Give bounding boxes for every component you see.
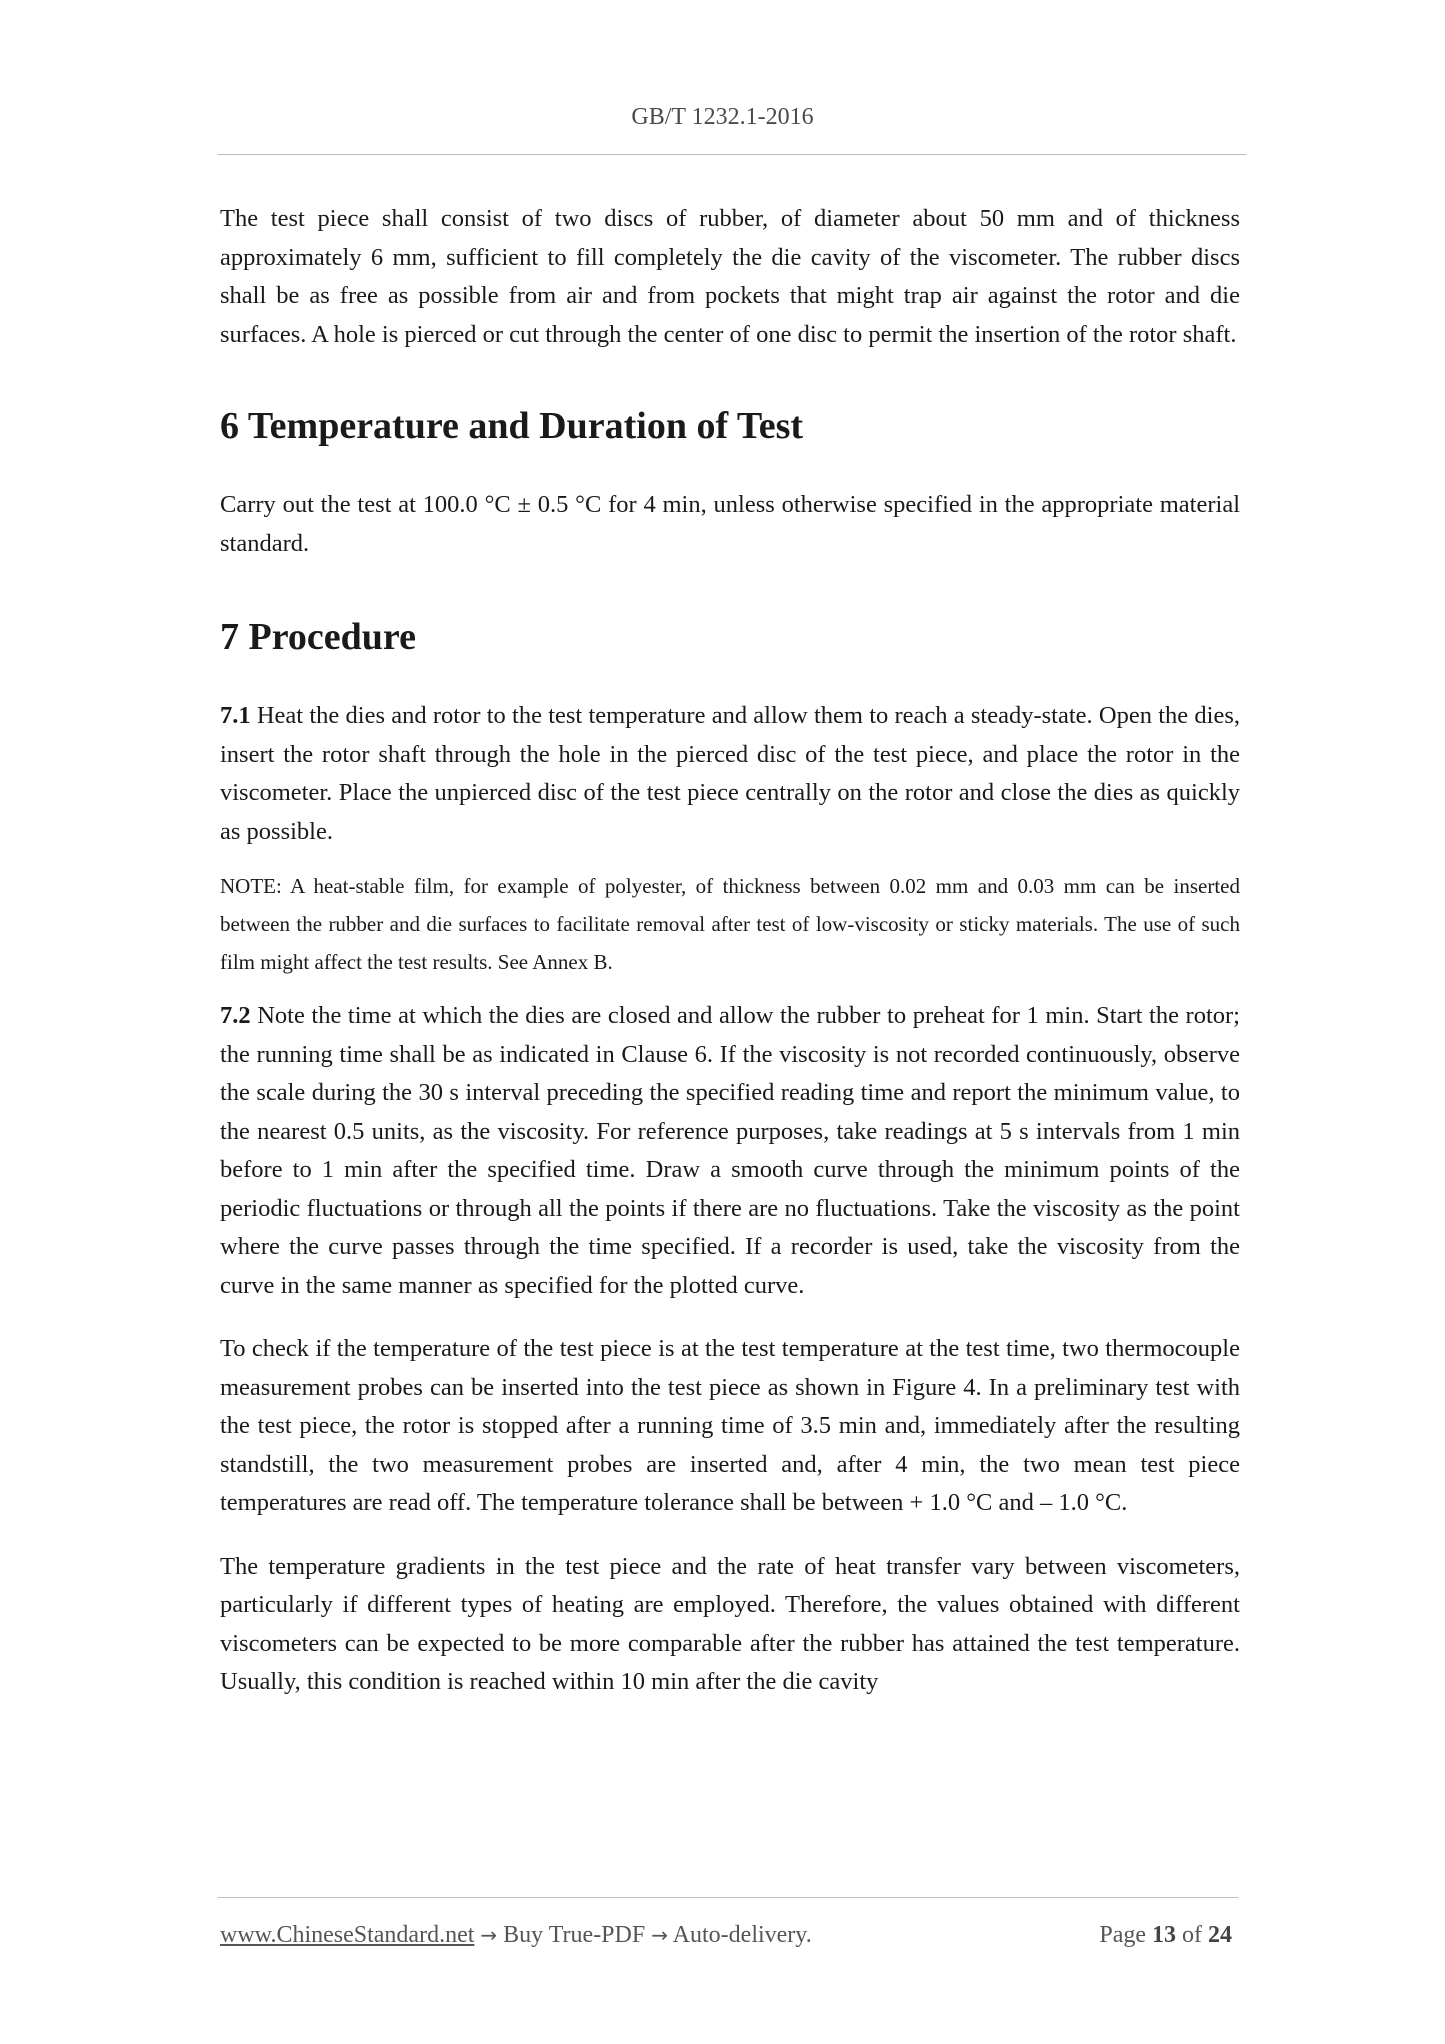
section-7-heading: 7 Procedure	[220, 616, 416, 658]
total-pages: 24	[1208, 1922, 1232, 1948]
footer-links	[220, 1922, 812, 1949]
arrow-right-icon: →	[651, 1923, 668, 1947]
header-divider	[218, 154, 1246, 155]
footer-divider	[218, 1897, 1238, 1898]
clause-7-1-number: 7.1	[220, 702, 251, 729]
page-content	[220, 200, 1240, 1702]
clause-7-2-number: 7.2	[220, 1002, 251, 1029]
section-6-text: Carry out the test at 100.0 °C ± 0.5 °C for 4 min, unless otherwise specified in the appropriate material standard.	[220, 491, 1240, 557]
clause-7-2	[220, 997, 1240, 1305]
temperature-gradients-paragraph: The temperature gradients in the test piece and the rate of heat transfer vary between viscometers, particularly if different types of heating are employed. Therefore, the values obtained with different viscometers can be expected to be more comparable after the rubber has attained the test temperature. Usually, this condition is reached within 10 min after the die cavity	[220, 1552, 1240, 1695]
clause-7-2-text: Note the time at which the dies are closed and allow the rubber to preheat for 1 min. Start the rotor; the running time shall be as indicated in Clause 6. If the viscosity is not recorded continuously, observe the scale during the 30 s interval preceding the specified reading time and report the minimum value, to the nearest 0.5 units, as the viscosity. For reference purposes, take readings at 5 s intervals from 1 min before to 1 min after the specified time. Draw a smooth curve through the minimum points of the periodic fluctuations or through all the points if there are no fluctuations. Take the viscosity as the point where the curve passes through the time specified. If a recorder is used, take the viscosity from the curve in the same manner as specified for the plotted curve.	[220, 1002, 1240, 1299]
page-label: Page	[1099, 1922, 1146, 1948]
buy-true-pdf-text: Buy True-PDF	[503, 1922, 646, 1948]
auto-delivery-text: Auto-delivery.	[672, 1922, 812, 1948]
page-number	[1099, 1922, 1232, 1949]
section-6-heading: 6 Temperature and Duration of Test	[220, 405, 804, 447]
clause-7-1	[220, 697, 1240, 851]
of-label: of	[1182, 1922, 1202, 1948]
current-page: 13	[1152, 1922, 1176, 1948]
document-header: GB/T 1232.1-2016	[631, 104, 814, 130]
site-link[interactable]: www.ChineseStandard.net	[220, 1922, 475, 1948]
note-paragraph: NOTE: A heat-stable film, for example of polyester, of thickness between 0.02 mm and 0.03 mm can be inserted between the rubber and die surfaces to facilitate removal after test of low-viscosity or sticky materials. The use of such film might affect the test results. See Annex B.	[220, 874, 1240, 974]
clause-7-1-text: Heat the dies and rotor to the test temperature and allow them to reach a steady-state. Open the dies, insert the rotor shaft through the hole in the pierced disc of the test piece, and place the rotor in the viscometer. Place the unpierced disc of the test piece centrally on the rotor and close the dies as quickly as possible.	[220, 702, 1240, 845]
intro-paragraph: The test piece shall consist of two discs of rubber, of diameter about 50 mm and of thickness approximately 6 mm, sufficient to fill completely the die cavity of the viscometer. The rubber discs shall be as free as possible from air and from pockets that might trap air against the rotor and die surfaces. A hole is pierced or cut through the center of one disc to permit the insertion of the rotor shaft.	[220, 205, 1240, 348]
page-footer	[220, 1922, 1240, 1956]
arrow-right-icon: →	[480, 1923, 498, 1947]
temperature-check-paragraph: To check if the temperature of the test piece is at the test temperature at the test time, two thermocouple measurement probes can be inserted into the test piece as shown in Figure 4. In a preliminary test with the test piece, the rotor is stopped after a running time of 3.5 min and, immediately after the resulting standstill, the two measurement probes are inserted and, after 4 min, the two mean test piece temperatures are read off. The temperature tolerance shall be between + 1.0 °C and – 1.0 °C.	[220, 1335, 1240, 1516]
